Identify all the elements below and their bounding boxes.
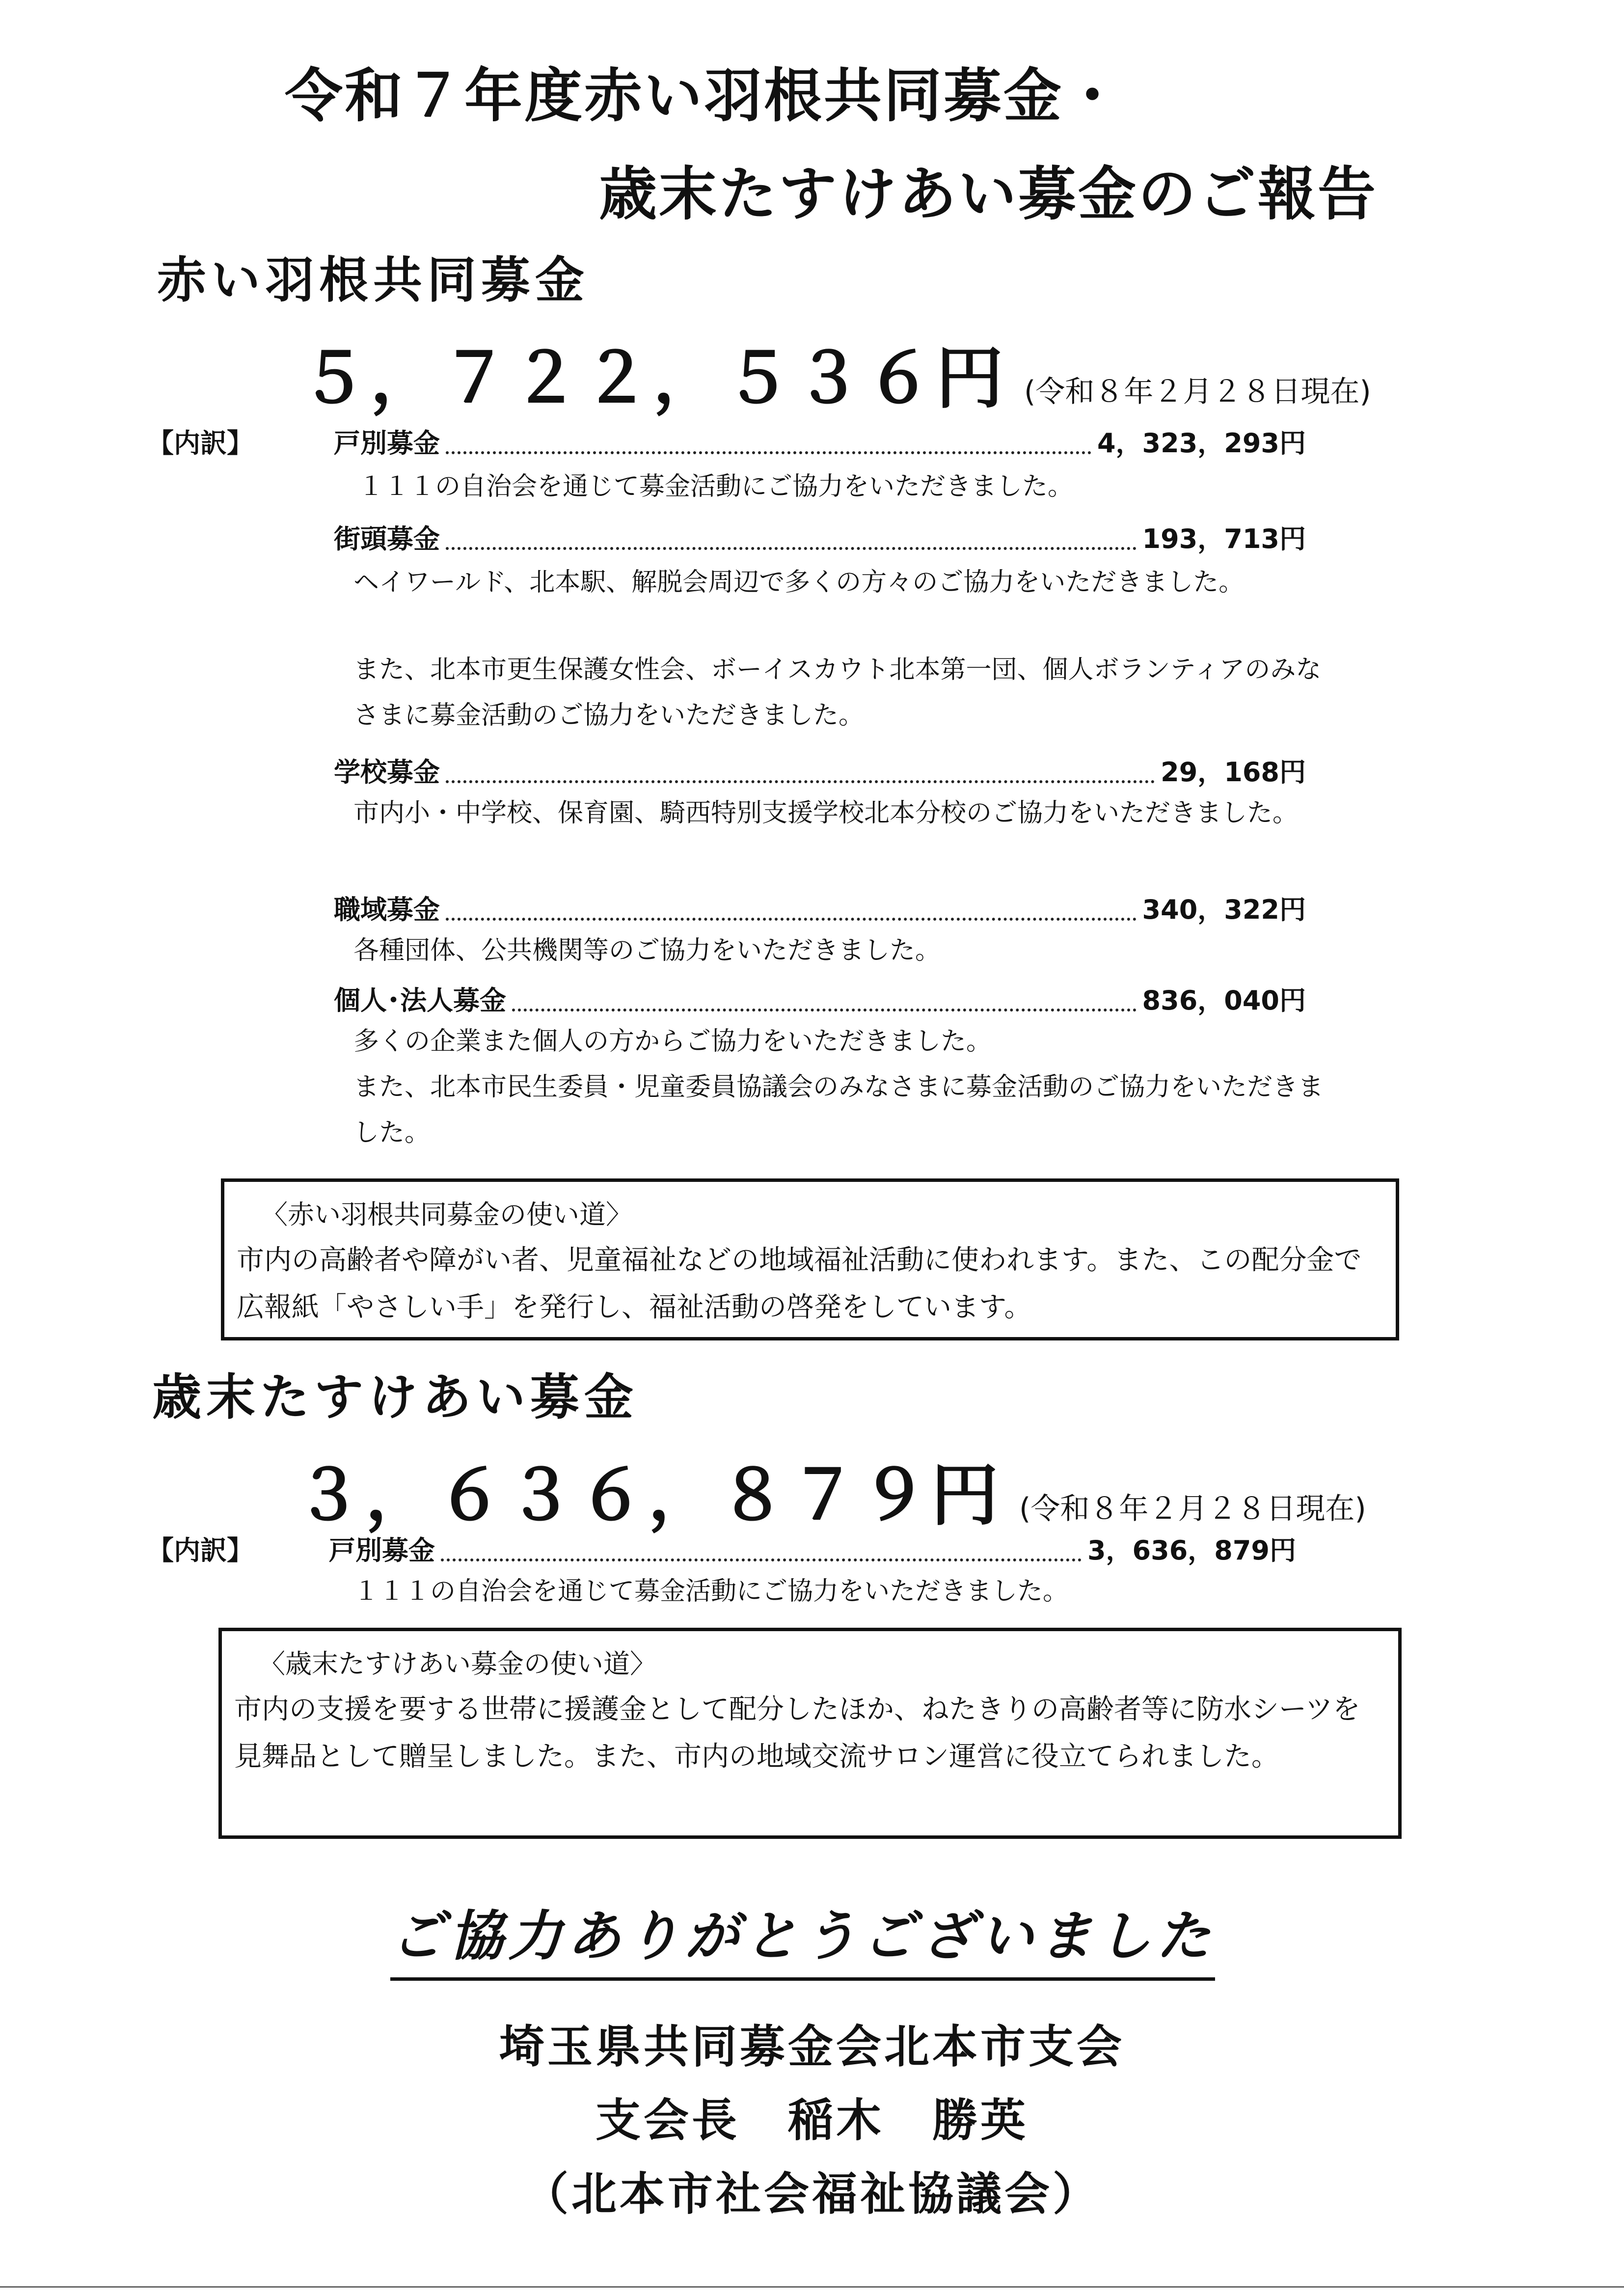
breakdown-item xyxy=(334,422,1306,460)
item-name: 職域募金 xyxy=(334,894,440,925)
leader-dots xyxy=(441,1558,1082,1561)
footer-chair: 支会長 稲木 勝英 xyxy=(595,2094,1029,2147)
red-feather-heading: 赤い羽根共同募金 xyxy=(157,251,589,309)
thanks-message: ご協力ありがとうございました xyxy=(390,1893,1215,1981)
footer-council: （北本市社会福祉協議会） xyxy=(523,2168,1101,2220)
page-edge-line xyxy=(0,2286,1624,2288)
item-name: 戸別募金 xyxy=(334,428,440,459)
item-name: 学校募金 xyxy=(334,757,440,788)
title-line-2: 歳末たすけあい募金のご報告 xyxy=(599,160,1378,228)
item-description: １１１の自治会を通じて募金活動にご協力をいただきました。 xyxy=(358,472,1074,501)
year-end-usage-box xyxy=(218,1628,1402,1839)
title-line-1: 令和７年度赤い羽根共同募金・ xyxy=(285,61,1124,130)
item-description: 多くの企業また個人の方からご協力をいただきました。 xyxy=(353,1027,992,1056)
item-description-2: また、北本市民生委員・児童委員協議会のみなさまに募金活動のご協力をいただきました。 xyxy=(353,1072,1324,1148)
red-feather-as-of: (令和８年２月２８日現在) xyxy=(1024,375,1371,409)
item-amount: 29，168円 xyxy=(1161,757,1306,788)
year-end-total-row xyxy=(295,1441,1366,1538)
item-name: 街頭募金 xyxy=(334,523,440,554)
leader-dots xyxy=(446,780,1155,783)
item-name: 個人･法人募金 xyxy=(334,985,506,1016)
breakdown-item xyxy=(334,889,1306,927)
item-amount: 340，322円 xyxy=(1142,894,1306,925)
red-feather-total-row xyxy=(299,324,1371,421)
item-description: 各種団体、公共機関等のご協力をいただきました。 xyxy=(353,936,941,965)
leader-dots xyxy=(446,451,1091,454)
year-end-breakdown-label: 【内訳】 xyxy=(147,1535,253,1566)
item-description: 市内小・中学校、保育園、騎西特別支援学校北本分校のご協力をいただきました。 xyxy=(353,798,1299,828)
red-feather-usage-box xyxy=(221,1178,1399,1340)
item-amount: 193，713円 xyxy=(1142,523,1306,554)
usage-body: 市内の高齢者や障がい者、児童福祉などの地域福祉活動に使われます。また、この配分金で広報紙「やさしい手」を発行し、福祉活動の啓発をしています。 xyxy=(237,1244,1362,1323)
usage-title: 〈赤い羽根共同募金の使い道〉 xyxy=(261,1199,632,1230)
leader-dots xyxy=(446,918,1137,921)
leader-dots xyxy=(512,1009,1137,1011)
footer-org: 埼玉県共同募金会北本市支会 xyxy=(499,2021,1125,2073)
item-amount: 4，323，293円 xyxy=(1097,428,1306,459)
red-feather-total: ５，７２２，５３６円 xyxy=(299,339,1007,418)
breakdown-item xyxy=(334,751,1306,789)
item-amount: 3，636，879円 xyxy=(1087,1535,1296,1566)
year-end-as-of: (令和８年２月２８日現在) xyxy=(1019,1492,1366,1526)
item-amount: 836，040円 xyxy=(1142,985,1306,1016)
usage-title: 〈歳末たすけあい募金の使い道〉 xyxy=(259,1648,656,1679)
breakdown-item xyxy=(334,980,1306,1017)
item-description: ヘイワールド、北本駅、解脱会周辺で多くの方々のご協力をいただきました。 xyxy=(353,568,1245,597)
item-name: 戸別募金 xyxy=(329,1535,435,1566)
red-feather-breakdown-label: 【内訳】 xyxy=(147,428,253,459)
leader-dots xyxy=(446,547,1137,550)
item-description: １１１の自治会を通じて募金活動にご協力をいただきました。 xyxy=(353,1577,1069,1606)
year-end-heading: 歳末たすけあい募金 xyxy=(152,1368,638,1426)
year-end-total: ３，６３６，８７９円 xyxy=(295,1456,1002,1535)
breakdown-item xyxy=(334,518,1306,556)
breakdown-item xyxy=(329,1530,1296,1567)
item-description-2: また、北本市更生保護女性会、ボーイスカウト北本第一団、個人ボランティアのみなさまに募金活動のご協力をいただきました。 xyxy=(353,655,1322,730)
usage-body: 市内の支援を要する世帯に援護金として配分したほか、ねたきりの高齢者等に防水シーツを見舞品として贈呈しました。また、市内の地域交流サロン運営に役立てられました。 xyxy=(234,1694,1360,1773)
